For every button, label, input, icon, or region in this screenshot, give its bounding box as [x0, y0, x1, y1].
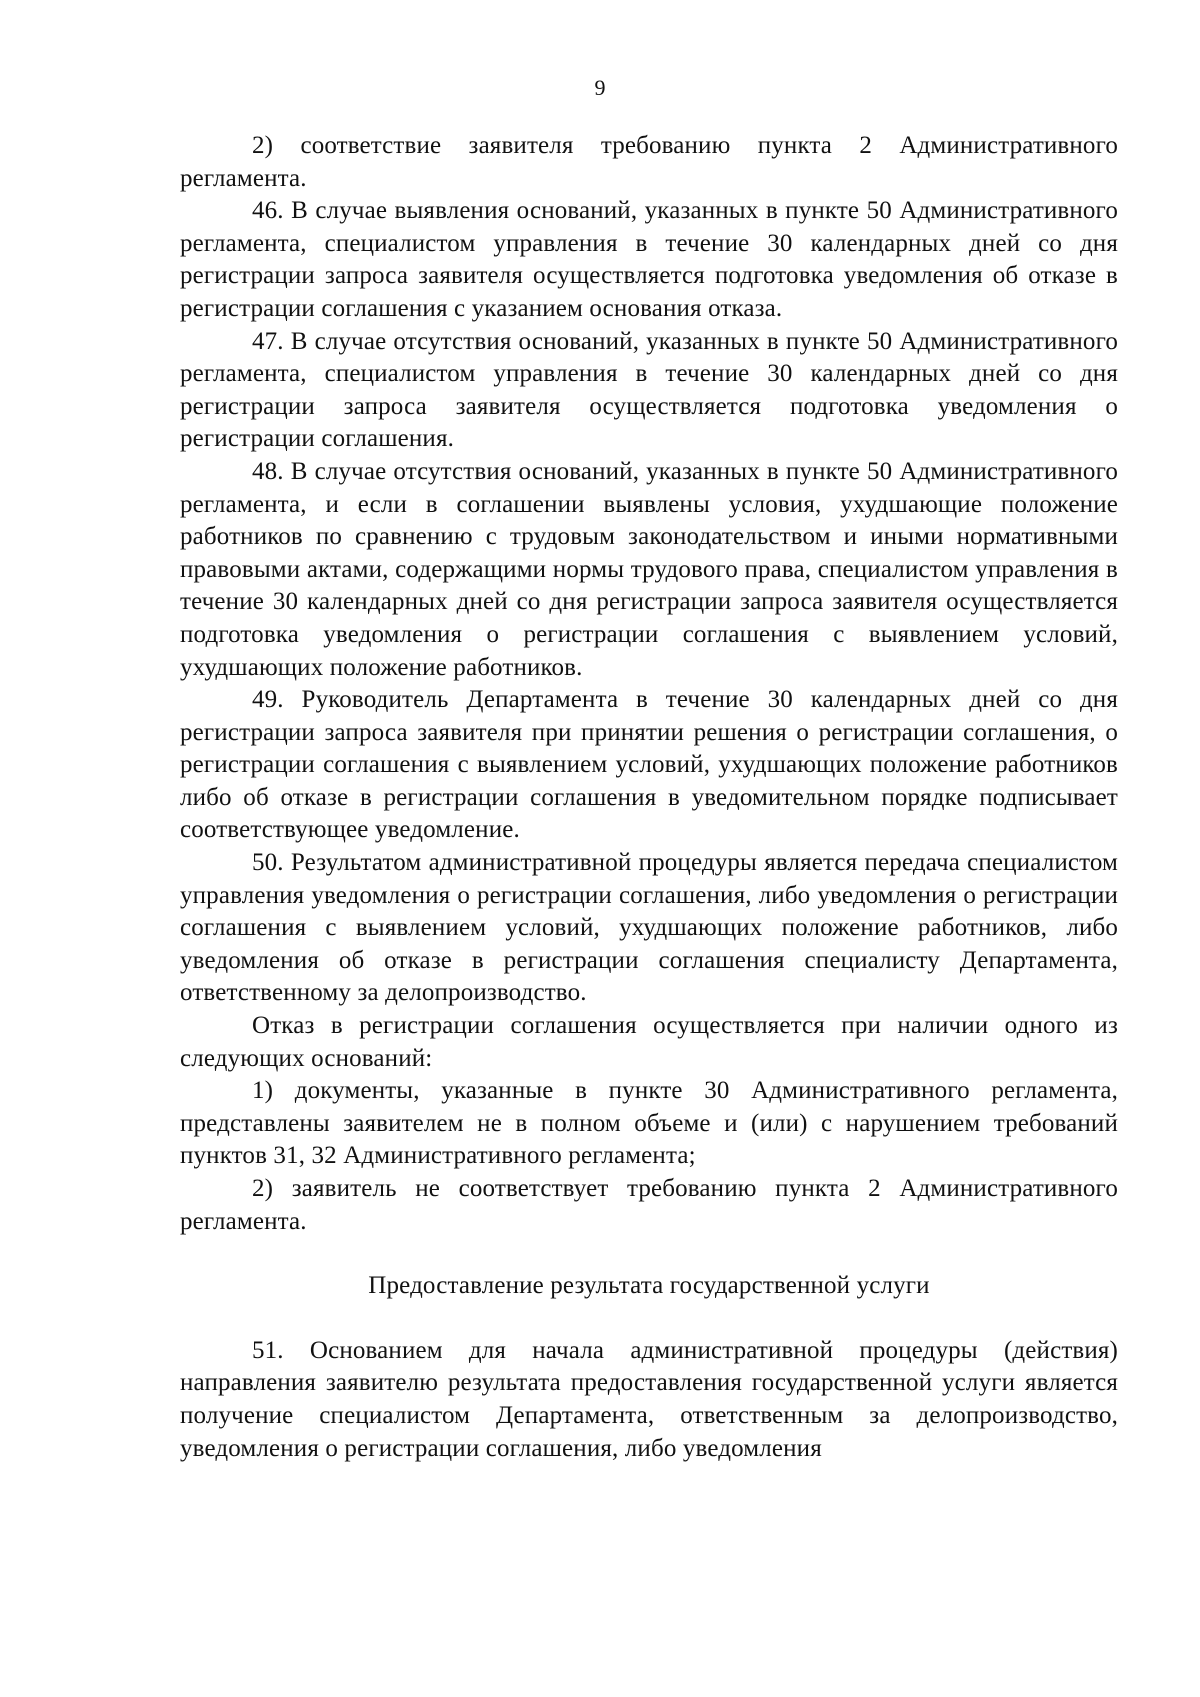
paragraph-46: 46. В случае выявления оснований, указанных в пункте 50 Административного регламента, специалистом управления в течение 30 календарных дней со дня регистрации запроса заявителя осуществляется подготовка уведомления об отказе в регистрации соглашения с указанием основания отказа. — [180, 197, 1118, 322]
page-number: 9 — [594, 75, 606, 100]
paragraph-refusal-ground-2: 2) заявитель не соответствует требованию пункта 2 Административного регламента. — [180, 1175, 1118, 1235]
paragraph-48: 48. В случае отсутствия оснований, указанных в пункте 50 Административного регламента, и если в соглашении выявлены условия, ухудшающие положение работников по сравнению с трудовым законодательством и иными нормативными правовыми актами, содержащими нормы трудового права, специалистом управления в течение 30 календарных дней со дня регистрации запроса заявителя осуществляется подготовка уведомления о регистрации соглашения с выявлением условий, ухудшающих положение работников. — [180, 457, 1118, 681]
document-body — [180, 130, 1118, 1465]
paragraph-51: 51. Основанием для начала административной процедуры (действия) направления заявителю результата предоставления государственной услуги является получение специалистом Департамента, ответственным за делопроизводство, уведомления о регистрации соглашения, либо уведомления — [180, 1336, 1118, 1462]
paragraph-refusal-grounds: Отказ в регистрации соглашения осуществляется при наличии одного из следующих оснований: — [180, 1012, 1118, 1072]
paragraph-item-2-compliance: 2) соответствие заявителя требованию пункта 2 Административного регламента. — [180, 132, 1118, 192]
section-heading: Предоставление результата государственной услуги — [368, 1272, 930, 1300]
paragraph-49: 49. Руководитель Департамента в течение 30 календарных дней со дня регистрации запроса заявителя при принятии решения о регистрации соглашения, о регистрации соглашения с выявлением условий, ухудшающих положение работников либо об отказе в регистрации соглашения в уведомительном порядке подписывает соответствующее уведомление. — [180, 686, 1118, 844]
paragraph-refusal-ground-1: 1) документы, указанные в пункте 30 Административного регламента, представлены заявителем не в полном объеме и (или) с нарушением требований пунктов 31, 32 Административного регламента; — [180, 1077, 1118, 1170]
paragraph-50: 50. Результатом административной процедуры является передача специалистом управления уведомления о регистрации соглашения, либо уведомления о регистрации соглашения с выявлением условий, ухудшающих положение работников, либо уведомления об отказе в регистрации соглашения специалисту Департамента, ответственному за делопроизводство. — [180, 849, 1118, 1007]
paragraph-47: 47. В случае отсутствия оснований, указанных в пункте 50 Административного регламента, специалистом управления в течение 30 календарных дней со дня регистрации запроса заявителя осуществляется подготовка уведомления о регистрации соглашения. — [180, 327, 1118, 453]
